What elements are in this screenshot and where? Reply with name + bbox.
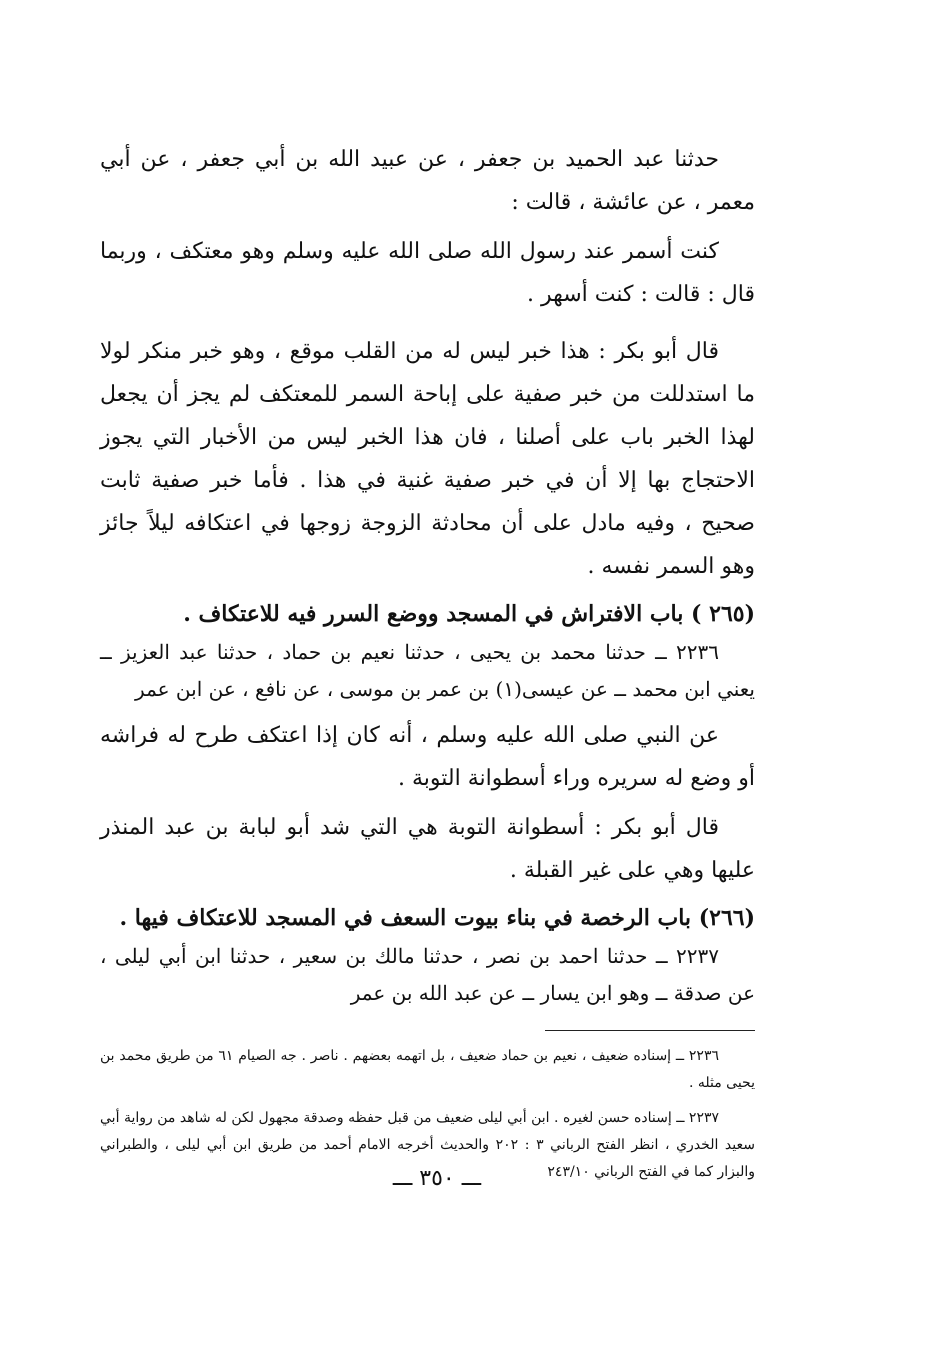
footnote-divider bbox=[545, 1030, 755, 1031]
chapter-heading-265: (٢٦٥ ) باب الافتراش في المسجد ووضع السرر فيه للاعتكاف . bbox=[183, 601, 755, 627]
paragraph-commentary: قال أبو بكر : هذا خبر ليس له من القلب موقع ، وهو خبر منكر لولا ما استدللت من خبر صفية على إباحة السمر للمعتكف لم يجز أن يجعل لهذا الخبر باب على أصلنا ، فان هذا الخبر ليس من الأخبار التي يجوز الاحتجاج بها إلا أن في خبر صفية غنية في هذا . فأما خبر صفية ثابت صحيح ، وفيه مادل على أن محادثة الزوجة زوجها في اعتكافه ليلاً جائز وهو السمر نفسه . bbox=[100, 339, 755, 579]
hadith-2236-chain: ٢٢٣٦ ــ حدثنا محمد بن يحيى ، حدثنا نعيم بن حماد ، حدثنا عبد العزيز ــ يعني ابن محمد ــ عن عيسى(١) بن عمر بن موسى ، عن نافع ، عن ابن عمر bbox=[100, 640, 755, 701]
paragraph-commentary-2: قال أبو بكر : أسطوانة التوبة هي التي شد أبو لبابة بن عبد المنذر عليها وهي على غير القبلة . bbox=[100, 815, 755, 883]
chapter-heading-266: (٢٦٦) باب الرخصة في بناء بيوت السعف في المسجد للاعتكاف فيها . bbox=[119, 905, 755, 931]
page-body bbox=[100, 138, 755, 1194]
page-number: ـــ ٣٥٠ ـــ bbox=[392, 1166, 482, 1191]
hadith-2236-text: عن النبي صلى الله عليه وسلم ، أنه كان إذا اعتكف طرح له فراشه أو وضع له سريره وراء أسطوانة التوبة . bbox=[100, 723, 755, 791]
paragraph-hadith-text: كنت أسمر عند رسول الله صلى الله عليه وسلم وهو معتكف ، وربما قال : قالت : كنت أسهر . bbox=[100, 239, 755, 307]
paragraph-chain-of-narration: حدثنا عبد الحميد بن جعفر ، عن عبيد الله بن أبي جعفر ، عن أبي معمر ، عن عائشة ، قالت : bbox=[100, 147, 755, 215]
hadith-2237-chain: ٢٢٣٧ ــ حدثنا احمد بن نصر ، حدثنا مالك بن سعير ، حدثنا ابن أبي ليلى ، عن صدقة ــ وهو ابن يسار ــ عن عبد الله بن عمر bbox=[100, 944, 755, 1005]
footnote-2236: ٢٢٣٦ ــ إسناده ضعيف ، نعيم بن حماد ضعيف ، بل اتهمه بعضهم . ناصر . جه الصيام ٦١ من طريق محمد بن يحيى مثله . bbox=[100, 1048, 755, 1091]
footnote-2237: ٢٢٣٧ ــ إسناده حسن لغيره . ابن أبي ليلى ضعيف من قبل حفظه وصدقة مجهول لكن له شاهد من رواية أبي سعيد الخدري ، انظر الفتح الرباني ٣ : ٢٠٢ والحديث أخرجه الامام أحمد من طريق ابن أبي ليلى ، والطبراني والبزار كما في الفتح الرباني ٢٤٣/١٠ bbox=[100, 1110, 755, 1180]
